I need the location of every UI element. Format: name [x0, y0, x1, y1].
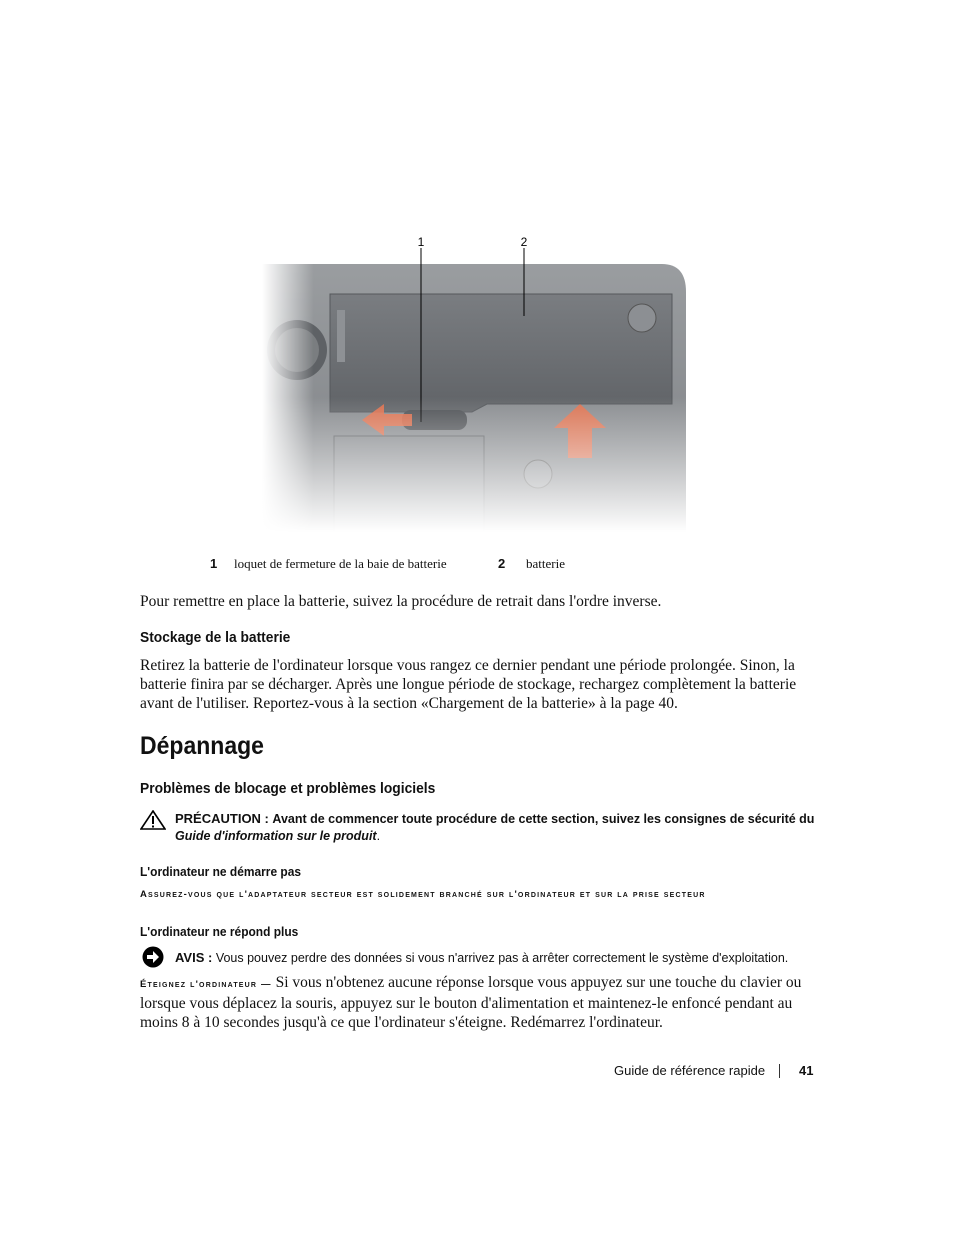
page-number: 41	[799, 1063, 814, 1078]
no-respond-heading: L'ordinateur ne répond plus	[140, 924, 299, 939]
warning-icon	[140, 810, 166, 830]
notice-arrow-icon	[141, 946, 165, 968]
no-start-instruction: Assurez-vous que l'adaptateur secteur est solidement branché sur l'ordinateur et sur la prise secteur	[140, 889, 706, 900]
caution-label: PRÉCAUTION :	[175, 811, 269, 826]
shutdown-text: Si vous n'obtenez aucune réponse lorsque vous appuyez sur une touche du clavier ou lorsque vous déplacez la souris, appuyez sur le bouton d'alimentation et maintenez-le enfoncé pendant au moins 8 à 10 secondes jusqu'à ce que l'ordinateur s'éteigne. Redémarrez l'ordinateur.	[140, 974, 802, 1031]
storage-heading: Stockage de la batterie	[140, 629, 291, 646]
no-start-heading: L'ordinateur ne démarre pas	[140, 864, 302, 879]
caution-note	[175, 810, 815, 845]
legend-num-2: 2	[498, 556, 506, 571]
battery-figure	[262, 232, 692, 532]
legend-label-1: loquet de fermeture de la baie de batterie	[234, 556, 447, 571]
footer-divider	[779, 1064, 780, 1078]
laptop-bottom-illustration	[262, 232, 692, 532]
shutdown-paragraph	[140, 973, 815, 1032]
notice-note	[175, 949, 815, 967]
callout-1: 1	[417, 235, 425, 249]
storage-body: Retirez la batterie de l'ordinateur lorsque vous rangez ce dernier pendant une période prolongée. Sinon, la batterie finira par se décharger. Après une longue période de stockage, rechargez complètement la batterie avant de l'utiliser. Reportez-vous à la section «Chargement de la batterie» à la page 40.	[140, 657, 797, 712]
section-heading: Problèmes de blocage et problèmes logiciels	[140, 780, 436, 797]
notice-label: AVIS :	[175, 950, 213, 965]
legend-num-1: 1	[210, 556, 218, 571]
intro-paragraph: Pour remettre en place la batterie, suivez la procédure de retrait dans l'ordre inverse.	[140, 593, 662, 610]
callout-2: 2	[520, 235, 528, 249]
shutdown-label: Éteignez l'ordinateur —	[140, 979, 272, 990]
notice-text: Vous pouvez perdre des données si vous n'arrivez pas à arrêter correctement le système d'exploitation.	[215, 951, 789, 965]
caution-end: .	[376, 829, 381, 843]
legend-label-2: batterie	[526, 556, 565, 571]
footer-title: Guide de référence rapide	[614, 1063, 766, 1078]
caution-guide-link: Guide d'information sur le produit	[175, 829, 377, 843]
caution-text: Avant de commencer toute procédure de cette section, suivez les consignes de sécurité du	[272, 812, 815, 826]
page-title: Dépannage	[140, 732, 264, 760]
